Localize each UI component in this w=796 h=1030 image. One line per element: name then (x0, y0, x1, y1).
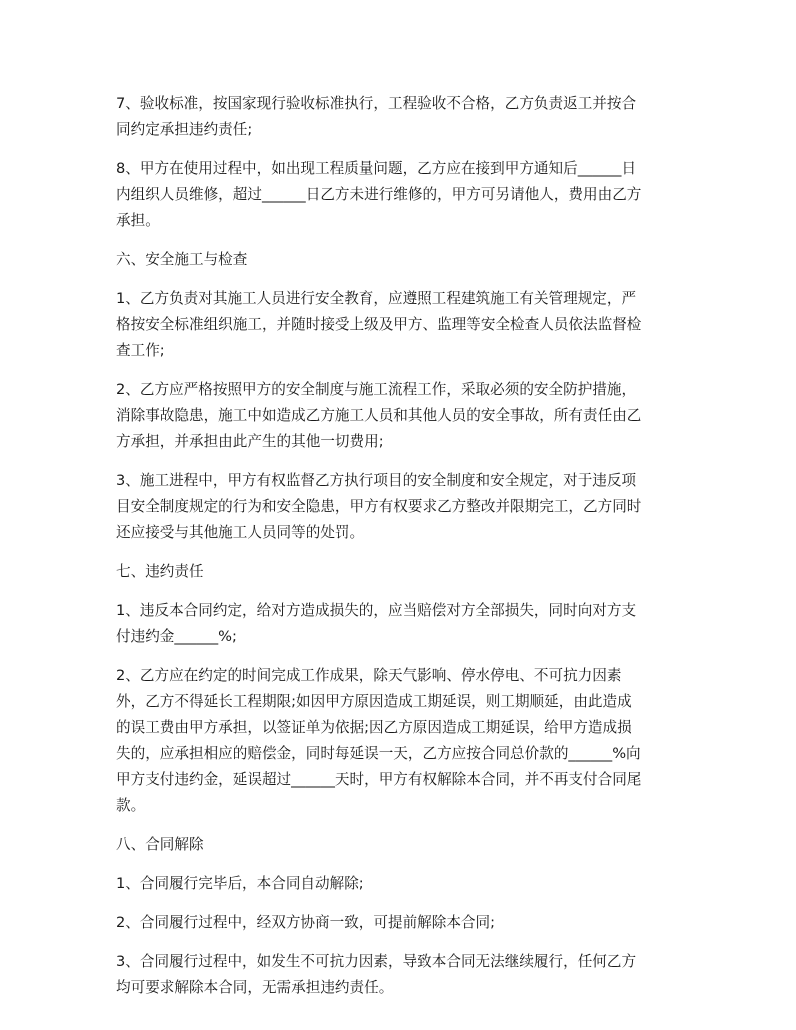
text-line: 六、安全施工与检查 (116, 251, 248, 268)
text-line: 甲方支付违约金，延误超过______天时，甲方有权解除本合同，并不再支付合同尾 (116, 771, 642, 788)
text-line: 外，乙方不得延长工程期限;如因甲方原因造成工期延误，则工期顺延，由此造成 (116, 693, 632, 710)
section-6-heading (116, 247, 688, 273)
text-line: 付违约金______%; (116, 628, 237, 645)
text-line: 的误工费由甲方承担，以签证单为依据;因乙方原因造成工期延误，给甲方造成损 (116, 719, 632, 736)
text-line: 8、甲方在使用过程中，如出现工程质量问题，乙方应在接到甲方通知后______日 (116, 160, 637, 177)
clause-8-3 (116, 949, 688, 1001)
text-line: 目安全制度规定的行为和安全隐患，甲方有权要求乙方整改并限期完工，乙方同时 (116, 498, 642, 515)
text-line: 7、验收标准，按国家现行验收标准执行，工程验收不合格，乙方负责返工并按合 (116, 95, 637, 112)
text-line: 格按安全标准组织施工，并随时接受上级及甲方、监理等安全检查人员依法监督检 (116, 316, 642, 333)
text-line: 八、合同解除 (116, 836, 204, 853)
document-body (116, 91, 688, 1014)
text-line: 查工作; (116, 342, 165, 359)
text-line: 1、乙方负责对其施工人员进行安全教育，应遵照工程建筑施工有关管理规定，严 (116, 290, 637, 307)
section-7-heading (116, 559, 688, 585)
clause-5-7 (116, 91, 688, 143)
text-line: 承担。 (116, 212, 160, 229)
text-line: 消除事故隐患，施工中如造成乙方施工人员和其他人员的安全事故，所有责任由乙 (116, 407, 642, 424)
text-line: 方承担，并承担由此产生的其他一切费用; (116, 433, 384, 450)
text-line: 七、违约责任 (116, 563, 204, 580)
text-line: 失的，应承担相应的赔偿金，同时每延误一天，乙方应按合同总价款的______%向 (116, 745, 641, 762)
clause-6-2 (116, 377, 688, 455)
clause-6-1 (116, 286, 688, 364)
text-line: 2、合同履行过程中，经双方协商一致，可提前解除本合同; (116, 914, 496, 931)
text-line: 1、违反本合同约定，给对方造成损失的，应当赔偿对方全部损失，同时向对方支 (116, 602, 637, 619)
text-line: 3、合同履行过程中，如发生不可抗力因素，导致本合同无法继续履行，任何乙方 (116, 953, 637, 970)
text-line: 2、乙方应严格按照甲方的安全制度与施工流程工作，采取必须的安全防护措施， (116, 381, 637, 398)
section-8-heading (116, 832, 688, 858)
text-line: 内组织人员维修，超过______日乙方未进行维修的，甲方可另请他人，费用由乙方 (116, 186, 642, 203)
clause-8-2 (116, 910, 688, 936)
text-line: 同约定承担违约责任; (116, 121, 253, 138)
clause-6-3 (116, 468, 688, 546)
clause-7-2 (116, 663, 688, 819)
text-line: 1、合同履行完毕后，本合同自动解除; (116, 875, 364, 892)
clause-8-1 (116, 871, 688, 897)
text-line: 还应接受与其他施工人员同等的处罚。 (116, 524, 365, 541)
clause-7-1 (116, 598, 688, 650)
text-line: 2、乙方应在约定的时间完成工作成果，除天气影响、停水停电、不可抗力因素 (116, 667, 622, 684)
text-line: 均可要求解除本合同，无需承担违约责任。 (116, 979, 394, 996)
clause-5-8 (116, 156, 688, 234)
text-line: 款。 (116, 797, 146, 814)
text-line: 3、施工进程中，甲方有权监督乙方执行项目的安全制度和安全规定，对于违反项 (116, 472, 637, 489)
